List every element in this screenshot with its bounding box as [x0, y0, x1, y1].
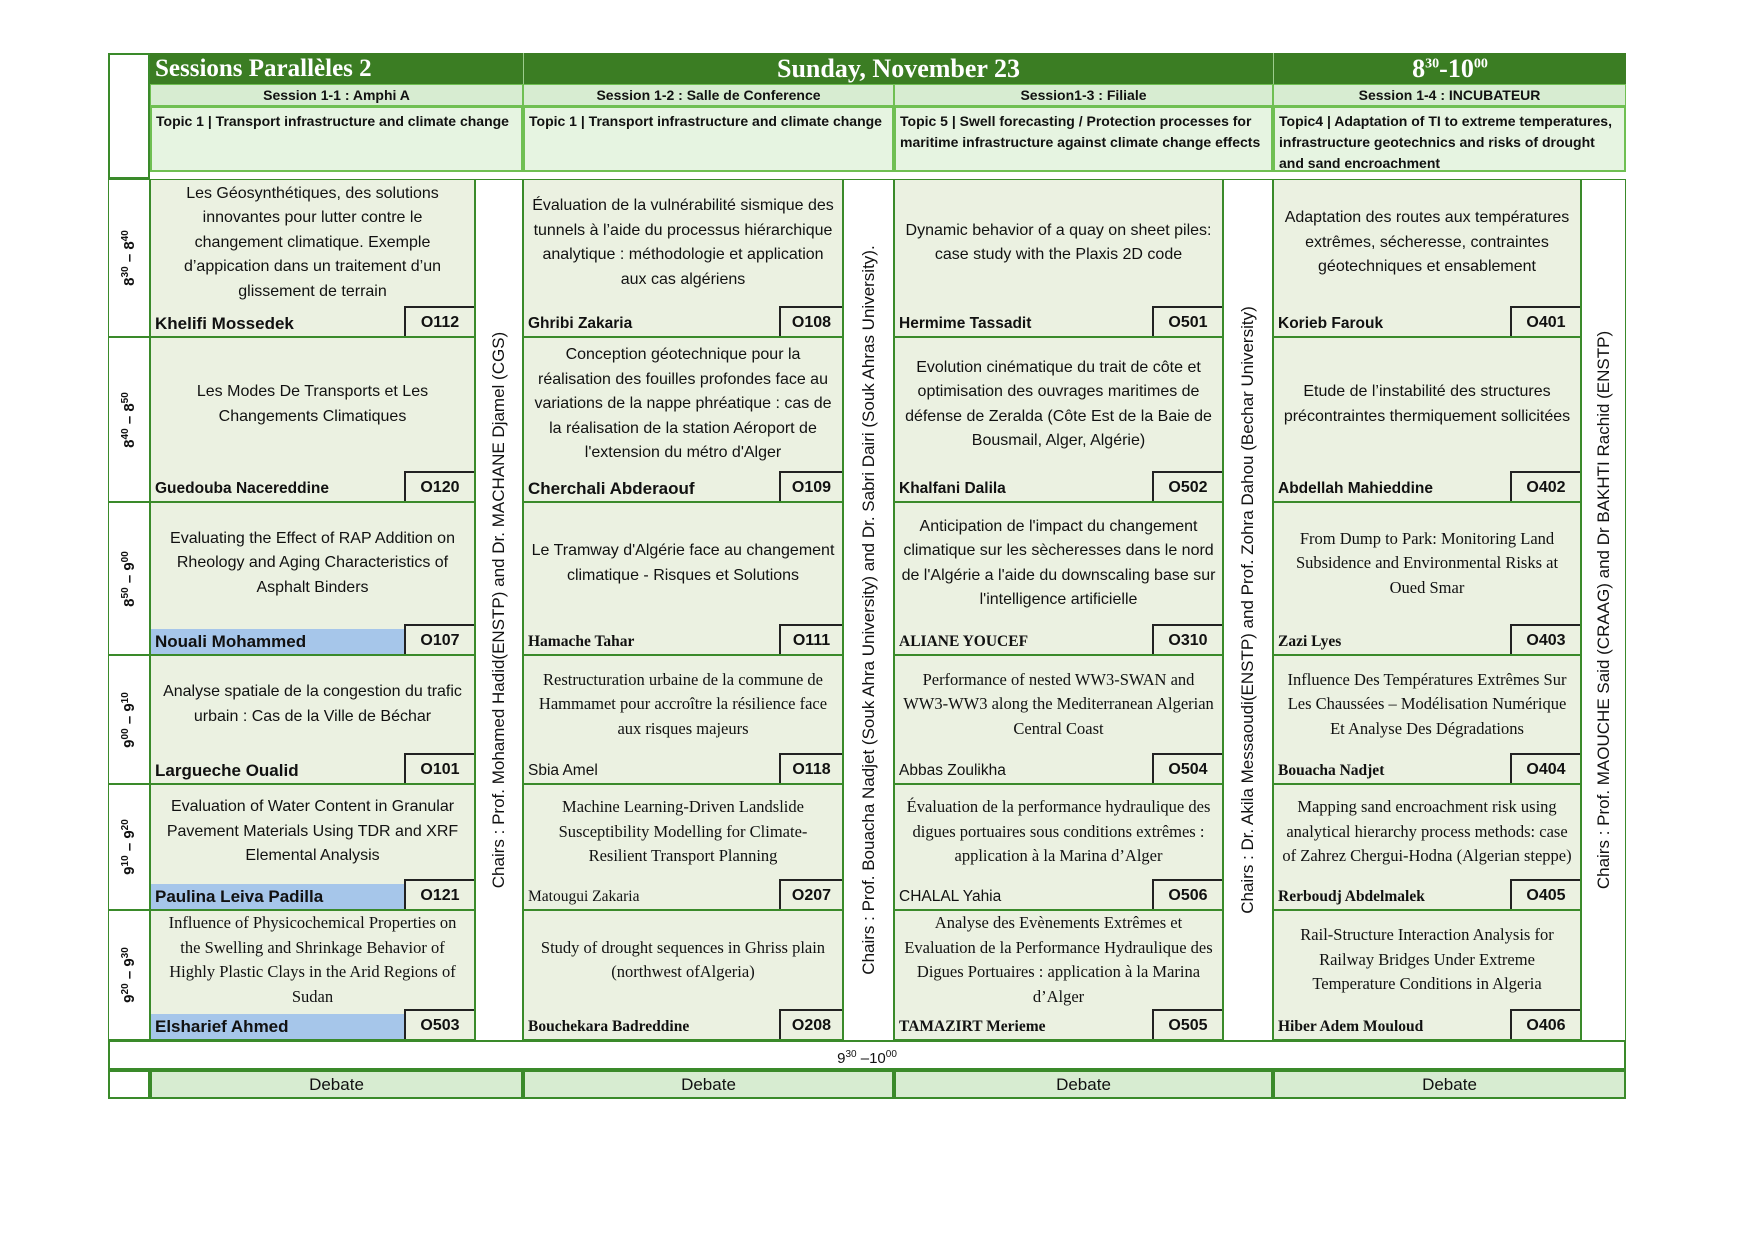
- paper-cell: [894, 337, 1223, 502]
- paper-author: TAMAZIRT Merieme: [899, 1018, 1046, 1035]
- paper-cell: [1273, 784, 1581, 910]
- slot-end-min: 20: [120, 819, 131, 831]
- paper-cell: [1273, 502, 1581, 655]
- paper-code: O207: [779, 879, 842, 909]
- session-topic: Topic 1 | Transport infrastructure and climate change: [523, 106, 894, 172]
- paper-cell: [523, 655, 843, 784]
- paper-cell: [523, 502, 843, 655]
- chairs-text: Chairs : Prof. MAOUCHE Said (CRAAG) and Dr BAKHTI Rachid (ENSTP): [1593, 330, 1613, 890]
- slot-start-min: 10: [120, 855, 131, 867]
- paper-code: O501: [1152, 306, 1222, 336]
- slot-end-min: 30: [120, 947, 131, 959]
- slot-start-hour: 8: [121, 277, 138, 286]
- debate-cell: Debate: [150, 1070, 523, 1099]
- paper-cell: [150, 179, 475, 337]
- paper-title: Etude de l’instabilité des structures précontraintes thermiquement sollicitées: [1283, 383, 1571, 425]
- paper-title: Le Tramway d'Algérie face au changement climatique - Risques et Solutions: [531, 542, 835, 584]
- paper-author: Largueche Oualid: [155, 761, 299, 780]
- paper-code: O504: [1152, 753, 1222, 783]
- date-heading: Sunday, November 23: [777, 53, 1020, 83]
- paper-title: Anticipation de l'impact du changement climatique sur les sècheresses dans le nord de l'Algérie a l'aide du downscaling base sur l'intelligence artificielle: [901, 517, 1216, 608]
- break-time: $9^{30}$ $-10^{00}$: [837, 1049, 897, 1067]
- paper-cell: [1273, 655, 1581, 784]
- paper-cell: [1273, 910, 1581, 1040]
- time-slot-label: [108, 502, 150, 655]
- debate-corner-cell: [108, 1070, 150, 1099]
- paper-author: Khalfani Dalila: [899, 480, 1006, 497]
- paper-author: Abdellah Mahieddine: [1278, 480, 1434, 497]
- session-topic: Topic4 | Adaptation of TI to extreme temperatures, infrastructure geotechnics and risks of drought and sand encroachment: [1273, 106, 1626, 172]
- slot-end-hour: 9: [121, 561, 138, 571]
- slot-end-min: 40: [120, 230, 131, 242]
- paper-code: O503: [404, 1009, 474, 1039]
- paper-code: O404: [1510, 753, 1580, 783]
- paper-author: Sbia Amel: [528, 762, 598, 779]
- slot-start-hour: 8: [121, 597, 138, 607]
- paper-code: O310: [1152, 624, 1222, 654]
- paper-title: Study of drought sequences in Ghriss plain (northwest ofAlgeria): [540, 937, 826, 981]
- slot-end-min: 50: [120, 391, 131, 403]
- slot-sep: –: [121, 838, 138, 856]
- paper-cell: [523, 179, 843, 337]
- paper-author: Cherchali Abderaouf: [528, 479, 695, 498]
- paper-title: Dynamic behavior of a quay on sheet piles: case study with the Plaxis 2D code: [905, 221, 1212, 263]
- slot-start-min: 00: [120, 727, 131, 739]
- paper-author: Bouchekara Badreddine: [528, 1018, 690, 1035]
- slot-end-min: 00: [120, 550, 131, 562]
- paper-title: Analyse des Evènements Extrêmes et Evaluation de la Performance Hydraulique des Digues Portuaires : application à la Marina d’Alger: [904, 913, 1213, 1006]
- paper-title: Analyse spatiale de la congestion du trafic urbain : Cas de la Ville de Béchar: [163, 683, 462, 725]
- time-slot: [120, 392, 138, 448]
- paper-code: O506: [1152, 879, 1222, 909]
- paper-title: Performance of nested WW3-SWAN and WW3-WW3 along the Mediterranean Algerian Central Coast: [903, 669, 1214, 738]
- schedule-table: [108, 53, 1626, 1105]
- paper-code: O118: [779, 753, 842, 783]
- time-slot: [120, 692, 138, 748]
- paper-title: Mapping sand encroachment risk using analytical hierarchy process methods: case of Zahrez Chergui-Hodna (Algerian steppe): [1282, 797, 1572, 866]
- paper-author: Guedouba Nacereddine: [155, 480, 329, 497]
- paper-code: O406: [1510, 1009, 1580, 1039]
- slot-end-hour: 9: [121, 958, 138, 967]
- slot-start-min: 30: [120, 266, 131, 278]
- paper-cell: [150, 784, 475, 910]
- paper-author: Korieb Farouk: [1278, 315, 1384, 332]
- paper-cell: [894, 910, 1223, 1040]
- paper-author: Elsharief Ahmed: [151, 1014, 406, 1039]
- slot-start-hour: 9: [121, 994, 138, 1003]
- session-name: Session 1-4 : INCUBATEUR: [1273, 84, 1626, 106]
- title-bar-center: [523, 53, 1273, 84]
- paper-author: Abbas Zoulikha: [899, 762, 1006, 779]
- slot-sep: –: [121, 249, 138, 267]
- paper-author: ALIANE YOUCEF: [899, 633, 1029, 650]
- paper-title: Adaptation des routes aux températures extrêmes, sécheresse, contraintes géotechniques et ensablement: [1284, 209, 1570, 276]
- paper-code: O208: [779, 1009, 842, 1039]
- chairs-column: [475, 179, 523, 1040]
- session-topic: Topic 1 | Transport infrastructure and climate change: [150, 106, 523, 172]
- debate-cell: Debate: [894, 1070, 1273, 1099]
- break-row: [108, 1040, 1626, 1070]
- time-slot: [120, 819, 138, 875]
- paper-code: O403: [1510, 624, 1580, 654]
- time-slot-label: [108, 784, 150, 910]
- slot-start-hour: 9: [121, 738, 138, 748]
- slot-start-min: 20: [120, 983, 131, 995]
- slot-end-hour: 8: [121, 402, 138, 412]
- time-slot-label: [108, 655, 150, 784]
- paper-author: Zazi Lyes: [1278, 633, 1342, 650]
- slot-end-min: 10: [120, 691, 131, 703]
- paper-author: Rerboudj Abdelmalek: [1278, 888, 1425, 905]
- paper-title: Évaluation de la vulnérabilité sismique des tunnels à l’aide du processus hiérarchique analytique : méthodologie et application aux cas algériens: [532, 197, 834, 288]
- paper-code: O109: [779, 471, 842, 501]
- slot-start-min: 50: [120, 586, 131, 598]
- paper-cell: [150, 337, 475, 502]
- paper-title: Les Géosynthétiques, des solutions innovantes pour lutter contre le changement climatique. Exemple d’appication dans un traitement d’un glissement de terrain: [183, 184, 442, 300]
- page-title: Sessions Parallèles 2: [155, 54, 372, 82]
- paper-title: Les Modes De Transports et Les Changements Climatiques: [196, 383, 429, 425]
- slot-sep: –: [121, 411, 138, 428]
- corner-cell: [108, 53, 150, 179]
- paper-title: Influence Des Températures Extrêmes Sur Les Chaussées – Modélisation Numérique Et Analyse Des Dégradations: [1287, 669, 1567, 738]
- paper-code: O402: [1510, 471, 1580, 501]
- paper-cell: [1273, 337, 1581, 502]
- time-range: $8^{30}-10^{00}$: [1412, 53, 1488, 83]
- time-slot-label: [108, 179, 150, 337]
- chairs-column: [1581, 179, 1626, 1040]
- paper-cell: [894, 179, 1223, 337]
- slot-start-hour: 8: [121, 438, 138, 448]
- paper-code: O111: [779, 624, 842, 654]
- paper-author: Nouali Mohammed: [151, 629, 406, 654]
- chairs-column: [1223, 179, 1273, 1040]
- slot-end-hour: 9: [121, 702, 138, 712]
- paper-author: Hiber Adem Mouloud: [1278, 1018, 1424, 1035]
- paper-cell: [523, 910, 843, 1040]
- paper-cell: [150, 910, 475, 1040]
- paper-title: Evaluation of Water Content in Granular Pavement Materials Using TDR and XRF Elemental Analysis: [166, 798, 459, 865]
- paper-cell: [894, 502, 1223, 655]
- paper-author: Matougui Zakaria: [528, 888, 640, 905]
- title-bar-right: [1273, 53, 1626, 84]
- time-slot: [120, 947, 138, 1003]
- paper-title: Conception géotechnique pour la réalisation des fouilles profondes face au variations de la nappe phréatique : cas de la réalisation de la station Aéroport de l'extension du métro d'Alger: [534, 346, 832, 462]
- paper-title: Évaluation de la performance hydraulique des digues portuaires sous conditions extrêmes : application à la Marina d’Alger: [906, 797, 1211, 866]
- slot-sep: –: [121, 711, 138, 728]
- paper-code: O401: [1510, 306, 1580, 336]
- paper-author: Khelifi Mossedek: [155, 314, 294, 333]
- chairs-text: Chairs : Prof. Mohamed Hadid(ENSTP) and Dr. MACHANE Djamel (CGS): [489, 331, 508, 889]
- paper-cell: [523, 784, 843, 910]
- slot-start-min: 40: [120, 427, 131, 439]
- time-slot: [120, 551, 138, 607]
- time-slot-label: [108, 337, 150, 502]
- session-name: Session1-3 : Filiale: [894, 84, 1273, 106]
- slot-end-hour: 8: [121, 241, 138, 250]
- slot-sep: –: [121, 966, 138, 984]
- paper-code: O120: [404, 471, 474, 501]
- paper-author: Hermime Tassadit: [899, 315, 1032, 332]
- paper-author: CHALAL Yahia: [899, 888, 1002, 905]
- paper-author: Paulina Leiva Padilla: [151, 884, 406, 909]
- time-slot: [120, 230, 138, 286]
- paper-cell: [150, 502, 475, 655]
- paper-code: O107: [404, 624, 474, 654]
- paper-code: O405: [1510, 879, 1580, 909]
- paper-code: O112: [404, 306, 474, 336]
- paper-cell: [150, 655, 475, 784]
- paper-code: O108: [779, 306, 842, 336]
- slot-start-hour: 9: [121, 866, 138, 875]
- session-topic: Topic 5 | Swell forecasting / Protection processes for maritime infrastructure against climate change effects: [894, 106, 1273, 172]
- paper-title: Rail-Structure Interaction Analysis for Railway Bridges Under Extreme Temperature Conditions in Algeria: [1300, 925, 1554, 994]
- paper-code: O502: [1152, 471, 1222, 501]
- session-name: Session 1-2 : Salle de Conference: [523, 84, 894, 106]
- paper-cell: [894, 655, 1223, 784]
- paper-title: Influence of Physicochemical Properties on the Swelling and Shrinkage Behavior of Highly Plastic Clays in the Arid Regions of Sudan: [168, 913, 457, 1006]
- paper-code: O505: [1152, 1009, 1222, 1039]
- debate-cell: Debate: [523, 1070, 894, 1099]
- title-bar-left: [150, 53, 523, 84]
- paper-title: Evaluating the Effect of RAP Addition on Rheology and Aging Characteristics of Asphalt Binders: [170, 529, 455, 596]
- paper-title: Evolution cinématique du trait de côte et optimisation des ouvrages maritimes de défense de Zeralda (Côte Est de la Baie de Bousmail, Alger, Algérie): [905, 358, 1212, 449]
- session-name: Session 1-1 : Amphi A: [150, 84, 523, 106]
- chairs-column: [843, 179, 894, 1040]
- paper-author: Ghribi Zakaria: [528, 315, 633, 332]
- paper-cell: [894, 784, 1223, 910]
- paper-author: Bouacha Nadjet: [1278, 762, 1385, 779]
- paper-title: Restructuration urbaine de la commune de Hammamet pour accroître la résilience face aux risques majeurs: [538, 669, 828, 738]
- chairs-text: Chairs : Dr. Akila Messaoudi(ENSTP) and Prof. Zohra Dahou (Bechar University): [1238, 306, 1257, 914]
- paper-author: Hamache Tahar: [528, 633, 635, 650]
- slot-sep: –: [121, 570, 138, 587]
- time-slot-label: [108, 910, 150, 1040]
- paper-code: O121: [404, 879, 474, 909]
- debate-cell: Debate: [1273, 1070, 1626, 1099]
- paper-cell: [523, 337, 843, 502]
- paper-title: From Dump to Park: Monitoring Land Subsidence and Environmental Risks at Oued Smar: [1295, 528, 1559, 597]
- paper-code: O101: [404, 753, 474, 783]
- chairs-text: Chairs : Prof. Bouacha Nadjet (Souk Ahra University) and Dr. Sabri Dairi (Souk Ahras University).: [858, 245, 878, 975]
- slot-end-hour: 9: [121, 830, 138, 839]
- paper-cell: [1273, 179, 1581, 337]
- paper-title: Machine Learning-Driven Landslide Susceptibility Modelling for Climate-Resilient Transport Planning: [558, 797, 808, 866]
